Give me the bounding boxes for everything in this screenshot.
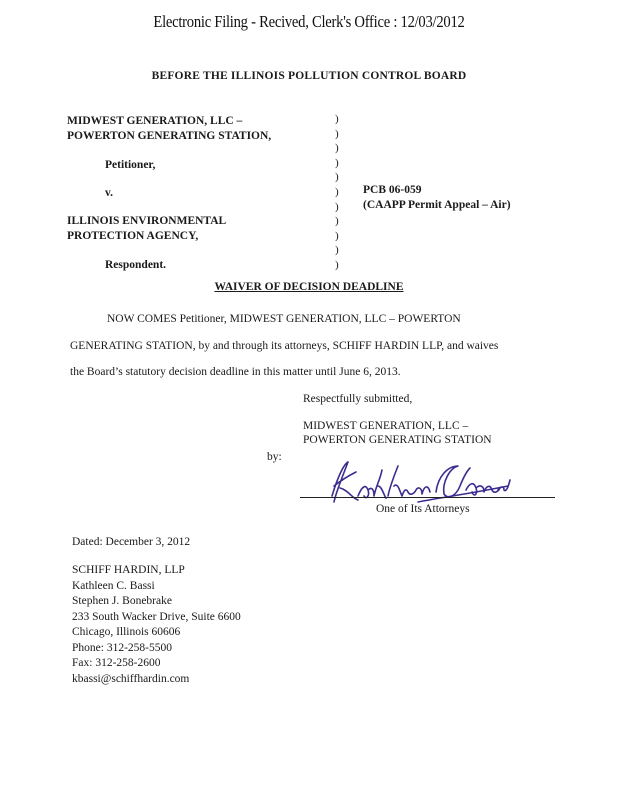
phone-number: Phone: 312-258-5500 [72,641,172,654]
respectfully-submitted: Respectfully submitted, [303,393,413,405]
paren: ) [335,215,339,228]
fax-number: Fax: 312-258-2600 [72,657,161,669]
paren: ) [335,244,339,257]
body-line-3: the Board’s statutory decision deadline in this matter until June 6, 2013. [70,366,401,378]
signature-line [300,497,555,498]
address-line-1: 233 South Wacker Drive, Suite 6600 [72,610,241,623]
respondent-name-line2: PROTECTION AGENCY, [67,230,199,242]
document-title [0,281,618,293]
paren: ) [335,185,339,198]
filing-stamp: Electronic Filing - Recived, Clerk's Office : 12/03/2012 [153,12,465,31]
petitioner-name-line2: POWERTON GENERATING STATION, [67,130,272,142]
signer-role: One of Its Attorneys [376,503,470,515]
paren: ) [335,156,339,169]
body-line-2: GENERATING STATION, by and through its attorneys, SCHIFF HARDIN LLP, and waives [70,340,499,352]
email-address: kbassi@schiffhardin.com [72,672,190,685]
paren: ) [335,171,339,184]
by-label: by: [267,451,282,463]
case-info [363,183,511,213]
address-line-2: Chicago, Illinois 60606 [72,626,181,638]
paren: ) [335,200,339,213]
dated-line: Dated: December 3, 2012 [72,536,191,548]
case-type: (CAAPP Permit Appeal – Air) [363,199,511,211]
party-name-line1: MIDWEST GENERATION, LLC – [303,420,469,432]
caption-parentheses [335,112,339,273]
paren: ) [335,113,339,125]
paren: ) [335,127,339,140]
firm-name: SCHIFF HARDIN, LLP [72,564,185,576]
case-number: PCB 06-059 [363,184,422,196]
party-name-line2: POWERTON GENERATING STATION [303,434,492,446]
paren: ) [335,142,339,155]
paren: ) [335,229,339,242]
respondent-label: Respondent. [105,259,167,271]
board-title: BEFORE THE ILLINOIS POLLUTION CONTROL BOARD [151,70,467,82]
petitioner-label: Petitioner, [105,159,156,171]
respondent-name-line1: ILLINOIS ENVIRONMENTAL [67,215,227,227]
waiver-title-text: WAIVER OF DECISION DEADLINE [214,281,404,293]
attorney-name-1: Kathleen C. Bassi [72,579,155,592]
attorney-name-2: Stephen J. Bonebrake [72,595,172,607]
paren: ) [335,258,339,271]
attorney-contact-block [72,563,241,687]
versus-label: v. [105,187,113,199]
petitioner-name-line1: MIDWEST GENERATION, LLC – [67,115,243,127]
body-line-1: NOW COMES Petitioner, MIDWEST GENERATION, LLC – POWERTON [107,313,461,325]
